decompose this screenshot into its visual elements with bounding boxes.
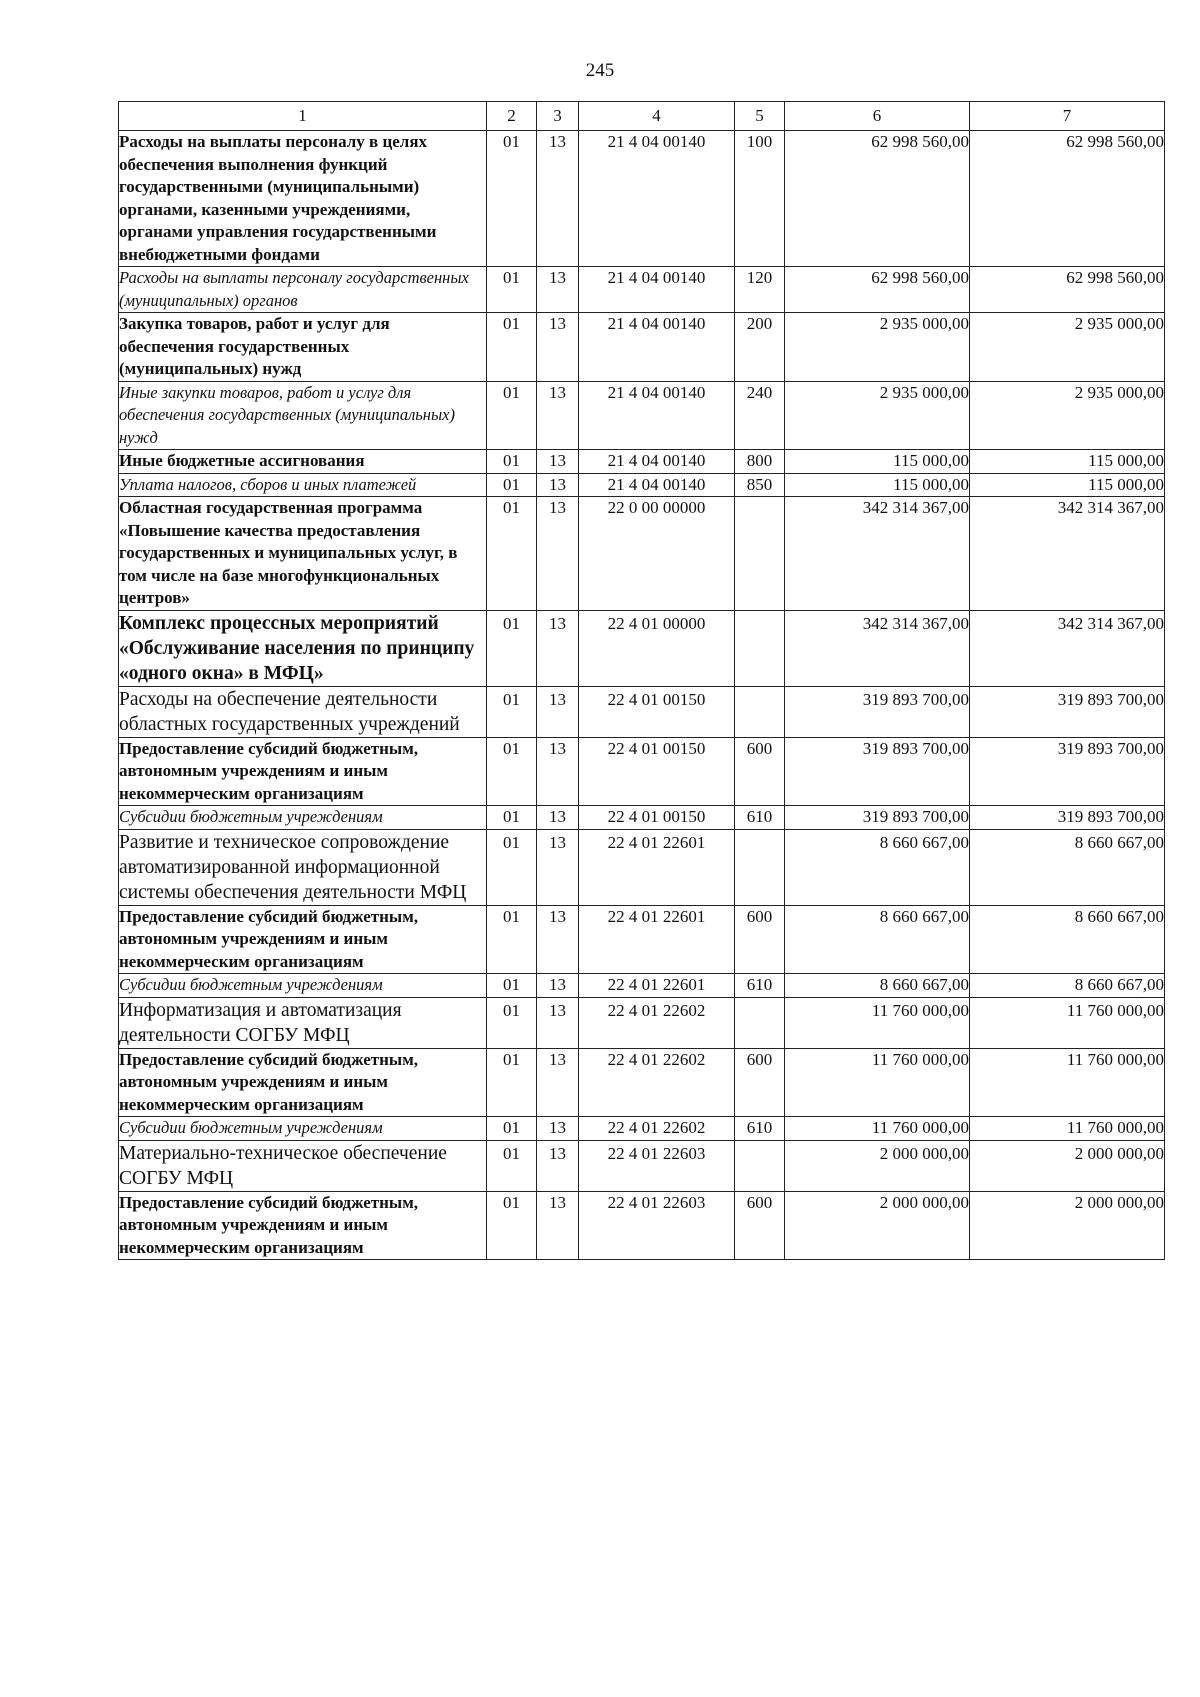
amount-cell-col7: 2 000 000,00 [970,1140,1165,1191]
section-code-cell: 01 [487,313,537,382]
table-row [119,737,1165,806]
amount-cell-col6: 115 000,00 [785,473,970,497]
target-article-cell: 22 0 00 00000 [579,497,735,611]
item-name-cell: Уплата налогов, сборов и иных платежей [119,473,487,497]
table-row [119,974,1165,998]
amount-cell-col7: 115 000,00 [970,450,1165,474]
target-article-cell: 22 4 01 00150 [579,806,735,830]
column-header: 2 [487,102,537,131]
section-code-cell: 01 [487,829,537,905]
item-name-cell: Иные закупки товаров, работ и услуг для обеспечения государственных (муниципальных) нужд [119,381,487,450]
expense-type-cell: 850 [735,473,785,497]
item-name-cell: Расходы на выплаты персоналу в целях обеспечения выполнения функций государственными (муниципальными) органами, казенными учреждениями, органами управления государственными внебюджетными фондами [119,131,487,267]
amount-cell-col6: 2 000 000,00 [785,1191,970,1260]
item-name-cell: Субсидии бюджетным учреждениям [119,974,487,998]
expense-type-cell: 120 [735,267,785,313]
target-article-cell: 22 4 01 22601 [579,905,735,974]
subsection-code-cell: 13 [537,610,579,686]
subsection-code-cell: 13 [537,450,579,474]
section-code-cell: 01 [487,997,537,1048]
section-code-cell: 01 [487,806,537,830]
target-article-cell: 22 4 01 22603 [579,1140,735,1191]
amount-cell-col7: 11 760 000,00 [970,1048,1165,1117]
section-code-cell: 01 [487,610,537,686]
amount-cell-col7: 2 000 000,00 [970,1191,1165,1260]
budget-table [118,101,1165,1260]
table-row [119,1048,1165,1117]
amount-cell-col6: 62 998 560,00 [785,267,970,313]
section-code-cell: 01 [487,131,537,267]
table-row [119,610,1165,686]
table-row [119,1117,1165,1141]
subsection-code-cell: 13 [537,473,579,497]
target-article-cell: 22 4 01 00150 [579,686,735,737]
table-row [119,473,1165,497]
subsection-code-cell: 13 [537,1117,579,1141]
expense-type-cell: 100 [735,131,785,267]
target-article-cell: 21 4 04 00140 [579,131,735,267]
amount-cell-col7: 62 998 560,00 [970,131,1165,267]
amount-cell-col7: 8 660 667,00 [970,905,1165,974]
amount-cell-col7: 319 893 700,00 [970,806,1165,830]
amount-cell-col7: 2 935 000,00 [970,313,1165,382]
table-row [119,905,1165,974]
amount-cell-col6: 2 935 000,00 [785,313,970,382]
amount-cell-col6: 319 893 700,00 [785,737,970,806]
table-row [119,1191,1165,1260]
subsection-code-cell: 13 [537,497,579,611]
item-name-cell: Иные бюджетные ассигнования [119,450,487,474]
expense-type-cell: 240 [735,381,785,450]
subsection-code-cell: 13 [537,131,579,267]
amount-cell-col6: 11 760 000,00 [785,997,970,1048]
subsection-code-cell: 13 [537,737,579,806]
subsection-code-cell: 13 [537,806,579,830]
amount-cell-col7: 115 000,00 [970,473,1165,497]
target-article-cell: 21 4 04 00140 [579,450,735,474]
subsection-code-cell: 13 [537,829,579,905]
target-article-cell: 22 4 01 22603 [579,1191,735,1260]
amount-cell-col6: 115 000,00 [785,450,970,474]
subsection-code-cell: 13 [537,997,579,1048]
section-code-cell: 01 [487,1140,537,1191]
expense-type-cell: 600 [735,905,785,974]
column-header: 7 [970,102,1165,131]
section-code-cell: 01 [487,974,537,998]
table-row [119,1140,1165,1191]
item-name-cell: Информатизация и автоматизация деятельности СОГБУ МФЦ [119,997,487,1048]
expense-type-cell: 800 [735,450,785,474]
section-code-cell: 01 [487,267,537,313]
amount-cell-col6: 342 314 367,00 [785,610,970,686]
section-code-cell: 01 [487,497,537,611]
target-article-cell: 21 4 04 00140 [579,473,735,497]
item-name-cell: Материально-техническое обеспечение СОГБУ МФЦ [119,1140,487,1191]
section-code-cell: 01 [487,450,537,474]
table-row [119,806,1165,830]
item-name-cell: Предоставление субсидий бюджетным, автономным учреждениям и иным некоммерческим организациям [119,1048,487,1117]
amount-cell-col7: 11 760 000,00 [970,997,1165,1048]
amount-cell-col7: 11 760 000,00 [970,1117,1165,1141]
subsection-code-cell: 13 [537,974,579,998]
subsection-code-cell: 13 [537,1191,579,1260]
expense-type-cell: 600 [735,1191,785,1260]
target-article-cell: 21 4 04 00140 [579,381,735,450]
target-article-cell: 22 4 01 22602 [579,1048,735,1117]
column-header: 4 [579,102,735,131]
item-name-cell: Субсидии бюджетным учреждениям [119,806,487,830]
table-row [119,829,1165,905]
section-code-cell: 01 [487,473,537,497]
header-row [119,102,1165,131]
table-row [119,131,1165,267]
amount-cell-col6: 62 998 560,00 [785,131,970,267]
item-name-cell: Субсидии бюджетным учреждениям [119,1117,487,1141]
item-name-cell: Областная государственная программа «Повышение качества предоставления государственных и муниципальных услуг, в том числе на базе многофункциональных центров» [119,497,487,611]
table-row [119,497,1165,611]
item-name-cell: Комплекс процессных мероприятий «Обслуживание населения по принципу «одного окна» в МФЦ» [119,610,487,686]
amount-cell-col7: 62 998 560,00 [970,267,1165,313]
section-code-cell: 01 [487,1048,537,1117]
expense-type-cell [735,610,785,686]
expense-type-cell: 610 [735,806,785,830]
amount-cell-col7: 319 893 700,00 [970,737,1165,806]
section-code-cell: 01 [487,905,537,974]
item-name-cell: Расходы на обеспечение деятельности областных государственных учреждений [119,686,487,737]
subsection-code-cell: 13 [537,1140,579,1191]
target-article-cell: 22 4 01 00150 [579,737,735,806]
expense-type-cell: 600 [735,1048,785,1117]
table-row [119,267,1165,313]
target-article-cell: 21 4 04 00140 [579,267,735,313]
section-code-cell: 01 [487,737,537,806]
amount-cell-col6: 8 660 667,00 [785,974,970,998]
table-row [119,997,1165,1048]
amount-cell-col7: 8 660 667,00 [970,974,1165,998]
item-name-cell: Предоставление субсидий бюджетным, автономным учреждениям и иным некоммерческим организациям [119,1191,487,1260]
expense-type-cell: 610 [735,974,785,998]
page-number: 245 [585,60,615,81]
table-row [119,381,1165,450]
table-row [119,450,1165,474]
amount-cell-col7: 342 314 367,00 [970,610,1165,686]
amount-cell-col7: 319 893 700,00 [970,686,1165,737]
subsection-code-cell: 13 [537,313,579,382]
expense-type-cell [735,997,785,1048]
subsection-code-cell: 13 [537,905,579,974]
target-article-cell: 21 4 04 00140 [579,313,735,382]
target-article-cell: 22 4 01 22602 [579,1117,735,1141]
target-article-cell: 22 4 01 22602 [579,997,735,1048]
item-name-cell: Предоставление субсидий бюджетным, автономным учреждениям и иным некоммерческим организациям [119,737,487,806]
amount-cell-col6: 8 660 667,00 [785,829,970,905]
item-name-cell: Закупка товаров, работ и услуг для обеспечения государственных (муниципальных) нужд [119,313,487,382]
subsection-code-cell: 13 [537,381,579,450]
expense-type-cell: 600 [735,737,785,806]
subsection-code-cell: 13 [537,267,579,313]
table-row [119,313,1165,382]
expense-type-cell: 200 [735,313,785,382]
amount-cell-col6: 11 760 000,00 [785,1048,970,1117]
section-code-cell: 01 [487,381,537,450]
column-header: 5 [735,102,785,131]
column-header: 3 [537,102,579,131]
target-article-cell: 22 4 01 22601 [579,829,735,905]
column-header: 6 [785,102,970,131]
amount-cell-col7: 2 935 000,00 [970,381,1165,450]
subsection-code-cell: 13 [537,686,579,737]
column-header: 1 [119,102,487,131]
item-name-cell: Предоставление субсидий бюджетным, автономным учреждениям и иным некоммерческим организациям [119,905,487,974]
section-code-cell: 01 [487,686,537,737]
amount-cell-col6: 319 893 700,00 [785,686,970,737]
target-article-cell: 22 4 01 22601 [579,974,735,998]
amount-cell-col6: 11 760 000,00 [785,1117,970,1141]
table-row [119,686,1165,737]
amount-cell-col6: 2 000 000,00 [785,1140,970,1191]
item-name-cell: Развитие и техническое сопровождение автоматизированной информационной системы обеспечения деятельности МФЦ [119,829,487,905]
amount-cell-col6: 319 893 700,00 [785,806,970,830]
target-article-cell: 22 4 01 00000 [579,610,735,686]
expense-type-cell [735,829,785,905]
section-code-cell: 01 [487,1117,537,1141]
amount-cell-col6: 8 660 667,00 [785,905,970,974]
section-code-cell: 01 [487,1191,537,1260]
amount-cell-col6: 342 314 367,00 [785,497,970,611]
expense-type-cell [735,1140,785,1191]
expense-type-cell [735,686,785,737]
expense-type-cell: 610 [735,1117,785,1141]
subsection-code-cell: 13 [537,1048,579,1117]
amount-cell-col6: 2 935 000,00 [785,381,970,450]
amount-cell-col7: 342 314 367,00 [970,497,1165,611]
expense-type-cell [735,497,785,611]
amount-cell-col7: 8 660 667,00 [970,829,1165,905]
item-name-cell: Расходы на выплаты персоналу государственных (муниципальных) органов [119,267,487,313]
